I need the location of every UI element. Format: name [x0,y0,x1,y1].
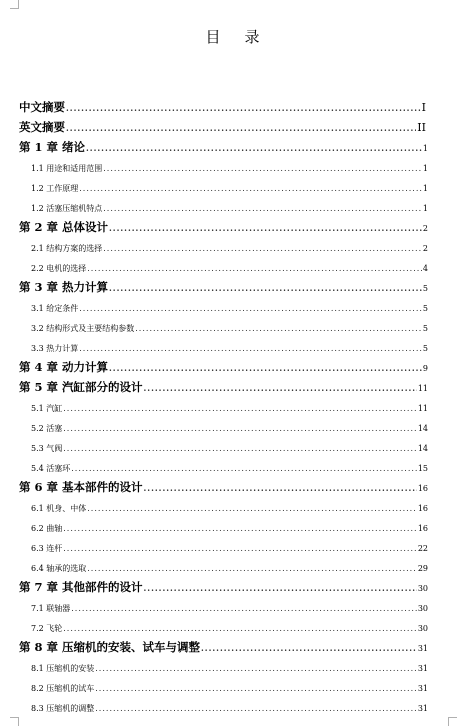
toc-leader-dots [71,459,417,479]
toc-leader-dots [103,199,422,219]
toc-section-entry[interactable] [19,519,428,539]
toc-entry-label: 6.2 曲轴 [31,524,63,533]
toc-leader-dots [63,399,417,419]
toc-entry-page: 5 [422,304,428,313]
toc-entry-label: 第 8 章 压缩机的安装、试车与调整 [19,640,201,654]
toc-chapter-entry[interactable] [19,139,428,159]
toc-section-entry[interactable] [19,399,428,419]
toc-leader-dots [109,280,422,297]
toc-leader-dots [144,380,417,397]
toc-entry-label: 英文摘要 [19,120,65,134]
toc-entry-label: 3.2 结构形式及主要结构参数 [31,324,135,333]
toc-section-entry[interactable] [19,459,428,479]
toc-entry-page: 31 [417,664,428,673]
toc-entry-label: 6.4 轴承的选取 [31,564,87,573]
toc-entry-page: 30 [417,624,428,633]
toc-entry-label: 5.4 活塞环 [31,464,71,473]
toc-section-entry[interactable] [19,599,428,619]
toc-entry-page: 1 [422,204,428,213]
toc-section-entry[interactable] [19,179,428,199]
title-char-1: 目 [205,28,223,46]
corner-mark-bottom-right [448,717,457,726]
toc-entry-label: 8.3 压缩机的调整 [31,704,95,713]
toc-section-entry[interactable] [19,679,428,699]
toc-entry-label: 8.2 压缩机的试车 [31,684,95,693]
toc-entry-page: 16 [417,484,428,493]
toc-entry-page: 14 [417,444,428,453]
toc-chapter-entry[interactable] [19,639,428,659]
toc-section-entry[interactable] [19,199,428,219]
toc-entry-label: 8.1 压缩机的安装 [31,664,95,673]
corner-mark-top-left [10,0,19,9]
toc-leader-dots [63,519,417,539]
toc-section-entry[interactable] [19,699,428,719]
toc-entry-label: 2.2 电机的选择 [31,264,87,273]
toc-entry-label: 5.2 活塞 [31,424,63,433]
toc-leader-dots [103,239,422,259]
toc-entry-page: 16 [417,524,428,533]
toc-entry-label: 第 1 章 绪论 [19,140,86,154]
toc-section-entry[interactable] [19,419,428,439]
toc-leader-dots [63,619,417,639]
toc-leader-dots [95,679,417,699]
toc-entry-page: II [417,121,426,134]
toc-entry-page: 22 [417,544,428,553]
page-title [0,26,467,47]
toc-entry-page: 16 [417,504,428,513]
toc-leader-dots [109,220,422,237]
toc-leader-dots [63,539,417,559]
toc-entry-page: 31 [417,644,428,653]
toc-chapter-entry[interactable] [19,219,428,239]
toc-entry-page: 5 [422,344,428,353]
toc-leader-dots [79,179,422,199]
toc-chapter-entry[interactable] [19,579,428,599]
toc-entry-label: 7.1 联轴器 [31,604,71,613]
toc-section-entry[interactable] [19,299,428,319]
toc-section-entry[interactable] [19,539,428,559]
toc-entry-page: 2 [422,244,428,253]
title-char-2: 录 [244,28,262,46]
toc-entry-page: 2 [422,224,428,233]
toc-entry-page: 29 [417,564,428,573]
toc-entry-label: 1.2 工作原理 [31,184,79,193]
toc-entry-page: 1 [422,184,428,193]
toc-entry-page: 1 [422,144,428,153]
toc-section-entry[interactable] [19,499,428,519]
toc-entry-label: 第 5 章 汽缸部分的设计 [19,380,143,394]
toc-entry-page: 1 [422,164,428,173]
toc-section-entry[interactable] [19,339,428,359]
toc-section-entry[interactable] [19,319,428,339]
toc-entry-label: 第 4 章 动力计算 [19,360,109,374]
toc-entry-page: 30 [417,604,428,613]
toc-leader-dots [79,299,422,319]
toc-entry-label: 2.1 结构方案的选择 [31,244,103,253]
toc-section-entry[interactable] [19,659,428,679]
toc-leader-dots [95,699,417,719]
toc-leader-dots [201,640,417,657]
toc-entry-label: 中文摘要 [19,100,65,114]
toc-entry-page: 11 [417,384,428,393]
toc-leader-dots [87,559,417,579]
toc-summary-entry[interactable] [19,99,428,119]
toc-chapter-entry[interactable] [19,379,428,399]
toc-leader-dots [103,159,422,179]
toc-leader-dots [63,419,417,439]
toc-entry-page: 9 [422,364,428,373]
toc-entry-page: 14 [417,424,428,433]
toc-entry-page: 11 [417,404,428,413]
toc-entry-label: 5.3 气阀 [31,444,63,453]
toc-entry-page: 15 [417,464,428,473]
toc-entry-label: 6.3 连杆 [31,544,63,553]
toc-leader-dots [66,120,416,137]
toc-entry-label: 6.1 机身、中体 [31,504,87,513]
toc-entry-label: 3.3 热力计算 [31,344,79,353]
toc-leader-dots [87,259,422,279]
toc-entry-label: 1.1 用途和适用范围 [31,164,103,173]
toc-leader-dots [71,599,417,619]
toc-leader-dots [95,659,417,679]
toc-entry-page: 5 [422,324,428,333]
toc-leader-dots [86,140,422,157]
toc-leader-dots [144,480,417,497]
toc-entry-label: 3.1 给定条件 [31,304,79,313]
toc-entry-page: 4 [422,264,428,273]
toc-entry-label: 第 2 章 总体设计 [19,220,109,234]
toc-entry-page: 30 [417,584,428,593]
toc-section-entry[interactable] [19,159,428,179]
toc-entry-page: 31 [417,704,428,713]
toc-leader-dots [144,580,417,597]
toc-entry-label: 第 3 章 热力计算 [19,280,109,294]
toc-leader-dots [87,499,417,519]
toc-leader-dots [135,319,422,339]
toc-section-entry[interactable] [19,259,428,279]
toc-entry-page: 31 [417,684,428,693]
toc-entry-page: 5 [422,284,428,293]
toc-entry-label: 1.2 活塞压缩机特点 [31,204,103,213]
toc-entry-label: 7.2 飞轮 [31,624,63,633]
toc-leader-dots [66,100,421,117]
toc-entry-label: 第 7 章 其他部件的设计 [19,580,143,594]
toc-chapter-entry[interactable] [19,279,428,299]
toc-section-entry[interactable] [19,439,428,459]
table-of-contents [19,99,428,719]
toc-leader-dots [63,439,417,459]
toc-section-entry[interactable] [19,239,428,259]
toc-section-entry[interactable] [19,559,428,579]
toc-leader-dots [79,339,422,359]
toc-leader-dots [109,360,422,377]
toc-section-entry[interactable] [19,619,428,639]
toc-summary-entry[interactable] [19,119,428,139]
corner-mark-bottom-left [10,717,19,726]
toc-entry-label: 5.1 汽缸 [31,404,63,413]
toc-entry-label: 第 6 章 基本部件的设计 [19,480,143,494]
toc-chapter-entry[interactable] [19,359,428,379]
toc-chapter-entry[interactable] [19,479,428,499]
toc-entry-page: I [421,101,426,114]
